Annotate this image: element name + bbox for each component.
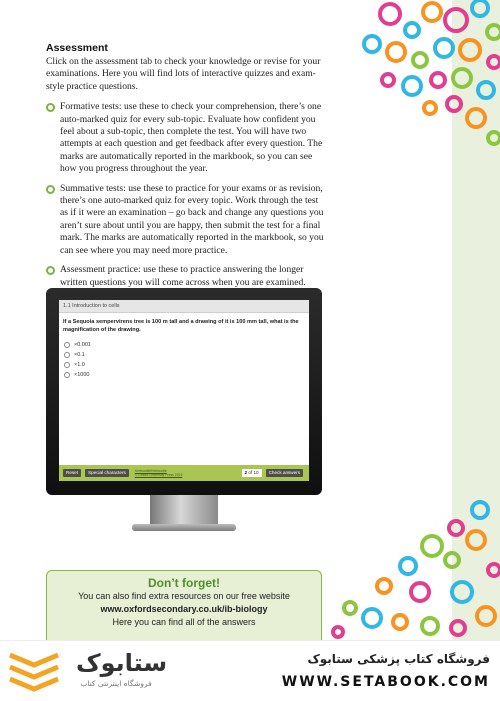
quiz-tab-title: 1.1 Introduction to cells: [59, 300, 309, 313]
bullet-list: [46, 101, 328, 301]
logo-subtitle: فروشگاه اینترنتی کتاب: [80, 679, 152, 688]
bullet-circle-icon: [46, 103, 55, 112]
credit-line-1: Kerboodle/Kerboodle: [134, 469, 167, 473]
callout-line-2: Here you can find all of the answers: [112, 617, 256, 627]
radio-icon[interactable]: [64, 352, 70, 358]
bullet-text: Formative tests: use these to check your comprehension, there’s one auto-marked quiz for every sub-topic. Evaluate how confident you feel about a sub-topic, then complete the test. You will have two attempts at each question and get feedback after every question. The marks are automatically reported in the markbook, so you can see how you progress throughout the year.: [60, 101, 323, 175]
monitor-stand-neck: [150, 495, 218, 527]
callout-title: Don’t forget!: [148, 576, 220, 590]
page-current: 2: [244, 470, 248, 475]
radio-icon[interactable]: [64, 362, 70, 368]
radio-icon[interactable]: [64, 342, 70, 348]
credit-line-2: © Oxford University Press 2013: [134, 473, 183, 477]
website-link[interactable]: www.oxfordsecondary.co.uk/ib-biology: [100, 604, 268, 614]
dont-forget-callout: [46, 570, 322, 651]
page-of: of 10: [248, 470, 259, 475]
monitor-bezel: [46, 288, 322, 495]
intro-paragraph: Click on the assessment tab to check your knowledge or revise for your examinations. Here you will find lots of interactive quizzes and exam-style practice questions.: [46, 56, 321, 92]
page-indicator: [242, 469, 262, 477]
quiz-toolbar: [59, 465, 309, 481]
decorative-side-strip: [452, 0, 500, 640]
bullet-summative: [46, 183, 328, 257]
quiz-option[interactable]: [64, 370, 309, 380]
footer-banner: [0, 640, 500, 701]
callout-line-1: You can also find extra resources on our free website: [78, 591, 290, 601]
bullet-circle-icon: [46, 185, 55, 194]
quiz-screen: [59, 300, 309, 481]
quiz-option[interactable]: [64, 340, 309, 350]
book-stack-icon: [6, 649, 66, 695]
logo-wordmark: ستابوک: [76, 649, 168, 677]
bullet-formative: [46, 101, 328, 175]
bullet-circle-icon: [46, 266, 55, 275]
quiz-option[interactable]: [64, 350, 309, 360]
quiz-option-label: ×1000: [74, 372, 90, 378]
quiz-option-label: ×0.1: [74, 352, 85, 358]
bullet-text: Summative tests: use these to practice for your exams or as revision, there’s one auto-marked quiz for every topic. Work through the test as if it were an examination – go back and change any questions you aren’t sure about until you are happy, then submit the test for a final mark. The marks are automatically reported in the markbook, so you can see where you may need more practice.: [60, 182, 324, 256]
assessment-section: [46, 42, 328, 308]
quiz-question: If a Sequoia sempervirens tree is 100 m tall and a drawing of it is 100 mm tall, what is the magnification of the drawing.: [63, 319, 299, 333]
quiz-credit: [135, 469, 183, 477]
reset-button[interactable]: Reset: [63, 469, 81, 477]
setabook-logo: [6, 649, 196, 695]
bullet-text: Assessment practice: use these to practice answering the longer written questions you will come across when you are examined.: [60, 264, 306, 288]
monitor-illustration: [46, 288, 322, 536]
shop-website-link[interactable]: WWW.SETABOOK.COM: [281, 674, 490, 690]
radio-icon[interactable]: [64, 372, 70, 378]
monitor-stand-base: [132, 524, 236, 531]
check-answers-button[interactable]: Check answers: [266, 469, 303, 477]
quiz-option-label: ×0.001: [74, 342, 91, 348]
shop-name: فروشگاه کتاب پزشکی ستابوک: [307, 652, 490, 666]
section-heading: Assessment: [46, 42, 108, 54]
quiz-option[interactable]: [64, 360, 309, 370]
special-characters-button[interactable]: Special characters: [85, 469, 129, 477]
quiz-option-label: ×1.0: [74, 362, 85, 368]
